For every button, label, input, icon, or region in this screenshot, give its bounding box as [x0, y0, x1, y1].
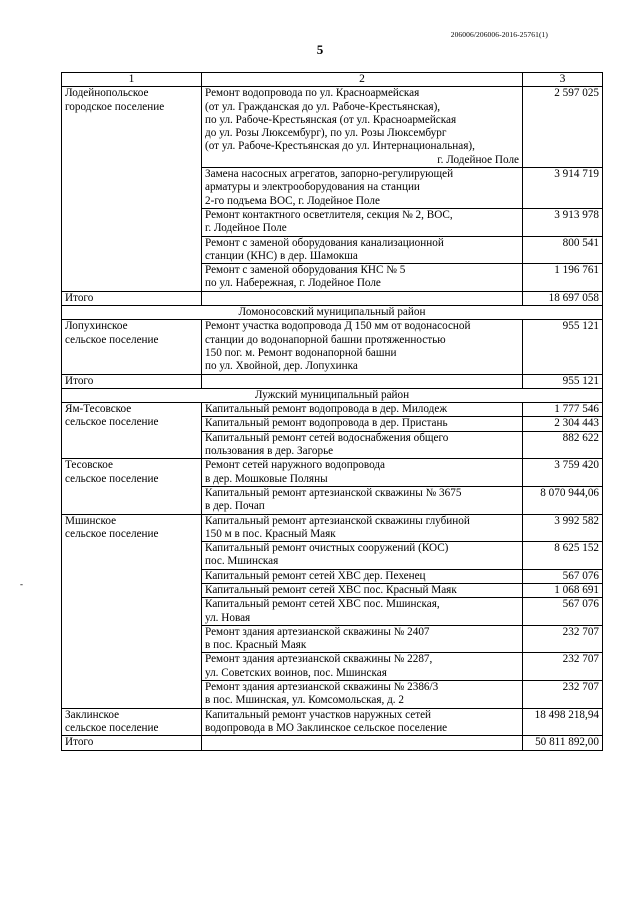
table-row [62, 320, 603, 374]
work-description: Ремонт здания артезианской скважины № 2407 в пос. Красный Маяк [202, 625, 523, 653]
description-last-line: г. Лодейное Поле [437, 153, 519, 166]
work-description: Капитальный ремонт водопровода в дер. Милодеж [202, 403, 523, 417]
total-amount: 955 121 [523, 374, 603, 388]
settlement-name: Заклинское сельское поселение [62, 708, 202, 736]
amount-value: 2 597 025 [523, 87, 603, 168]
work-description: Капитальный ремонт сетей ХВС дер. Пехенец [202, 569, 523, 583]
table-row [62, 403, 603, 417]
column-header-2: 2 [202, 73, 523, 87]
amount-value: 3 992 582 [523, 514, 603, 542]
work-description: Капитальный ремонт участков наружных сетей водопровода в МО Заклинское сельское поселение [202, 708, 523, 736]
table-body [62, 73, 603, 751]
amount-value: 2 304 443 [523, 417, 603, 431]
amount-value: 567 076 [523, 569, 603, 583]
work-description: Ремонт сетей наружного водопровода в дер. Мошковые Поляны [202, 459, 523, 487]
column-header-1: 1 [62, 73, 202, 87]
amount-value: 3 914 719 [523, 168, 603, 209]
district-name: Лужский муниципальный район [62, 388, 603, 402]
work-description: Капитальный ремонт сетей ХВС пос. Красный Маяк [202, 583, 523, 597]
work-description: Капитальный ремонт водопровода в дер. Пристань [202, 417, 523, 431]
work-description: Ремонт контактного осветлителя, секция № 2, ВОС, г. Лодейное Поле [202, 208, 523, 236]
district-row [62, 306, 603, 320]
water-supply-repairs-table [61, 72, 603, 751]
margin-mark: - [20, 579, 23, 589]
total-label: Итого [62, 736, 202, 750]
column-header-3: 3 [523, 73, 603, 87]
table-row [62, 87, 603, 168]
work-description: Капитальный ремонт артезианской скважины глубиной 150 м в пос. Красный Маяк [202, 514, 523, 542]
district-row [62, 388, 603, 402]
amount-value: 882 622 [523, 431, 603, 459]
amount-value: 8 625 152 [523, 542, 603, 570]
amount-value: 567 076 [523, 598, 603, 626]
amount-value: 955 121 [523, 320, 603, 374]
settlement-name: Тесовское сельское поселение [62, 459, 202, 514]
work-description: Капитальный ремонт очистных сооружений (КОС) пос. Мшинская [202, 542, 523, 570]
work-description: Ремонт здания артезианской скважины № 2287, ул. Советских воинов, пос. Мшинская [202, 653, 523, 681]
work-description: Капитальный ремонт сетей ХВС пос. Мшинская, ул. Новая [202, 598, 523, 626]
settlement-name: Лодейнопольское городское поселение [62, 87, 202, 291]
total-empty-cell [202, 736, 523, 750]
amount-value: 232 707 [523, 625, 603, 653]
amount-value: 18 498 218,94 [523, 708, 603, 736]
amount-value: 3 913 978 [523, 208, 603, 236]
total-amount: 18 697 058 [523, 291, 603, 305]
work-description: Капитальный ремонт артезианской скважины № 3675 в дер. Почап [202, 486, 523, 514]
settlement-name: Мшинское сельское поселение [62, 514, 202, 708]
table-row [62, 459, 603, 487]
total-label: Итого [62, 374, 202, 388]
work-description: Замена насосных агрегатов, запорно-регулирующей арматуры и электрооборудования на станции 2-го подъема ВОС, г. Лодейное Поле [202, 168, 523, 209]
page-number: 5 [316, 42, 324, 57]
document-number: 206006/206006-2016-25761(1) [450, 30, 548, 39]
amount-value: 232 707 [523, 653, 603, 681]
total-row [62, 374, 603, 388]
work-description: Ремонт с заменой оборудования канализационной станции (КНС) в дер. Шамокша [202, 236, 523, 264]
table-row [62, 514, 603, 542]
settlement-name: Ям-Тесовское сельское поселение [62, 403, 202, 459]
total-empty-cell [202, 291, 523, 305]
work-description: Ремонт водопровода по ул. Красноармейская (от ул. Гражданская до ул. Рабоче-Крестьянская), по ул. Рабоче-Крестьянская (от ул. Красноармейская до ул. Розы Люксембург), по ул. Розы Люксембург (от ул. Рабоче-Крестьянская до ул. Интернациональная), г. Лодейное Поле [202, 87, 523, 168]
work-description: Ремонт здания артезианской скважины № 2386/3 в пос. Мшинская, ул. Комсомольская, д. 2 [202, 681, 523, 709]
total-row [62, 736, 603, 750]
amount-value: 1 777 546 [523, 403, 603, 417]
district-name: Ломоносовский муниципальный район [62, 306, 603, 320]
amount-value: 1 068 691 [523, 583, 603, 597]
header-row [62, 73, 603, 87]
total-amount: 50 811 892,00 [523, 736, 603, 750]
work-description: Капитальный ремонт сетей водоснабжения общего пользования в дер. Загорье [202, 431, 523, 459]
settlement-name: Лопухинское сельское поселение [62, 320, 202, 374]
total-label: Итого [62, 291, 202, 305]
table-row [62, 708, 603, 736]
amount-value: 3 759 420 [523, 459, 603, 487]
work-description: Ремонт участка водопровода Д 150 мм от водонасосной станции до водонапорной башни протяженностью 150 пог. м. Ремонт водонапорной башни по ул. Хвойной, дер. Лопухинка [202, 320, 523, 374]
amount-value: 232 707 [523, 681, 603, 709]
amount-value: 800 541 [523, 236, 603, 264]
amount-value: 8 070 944,06 [523, 486, 603, 514]
total-empty-cell [202, 374, 523, 388]
total-row [62, 291, 603, 305]
work-description: Ремонт с заменой оборудования КНС № 5 по ул. Набережная, г. Лодейное Поле [202, 264, 523, 292]
amount-value: 1 196 761 [523, 264, 603, 292]
